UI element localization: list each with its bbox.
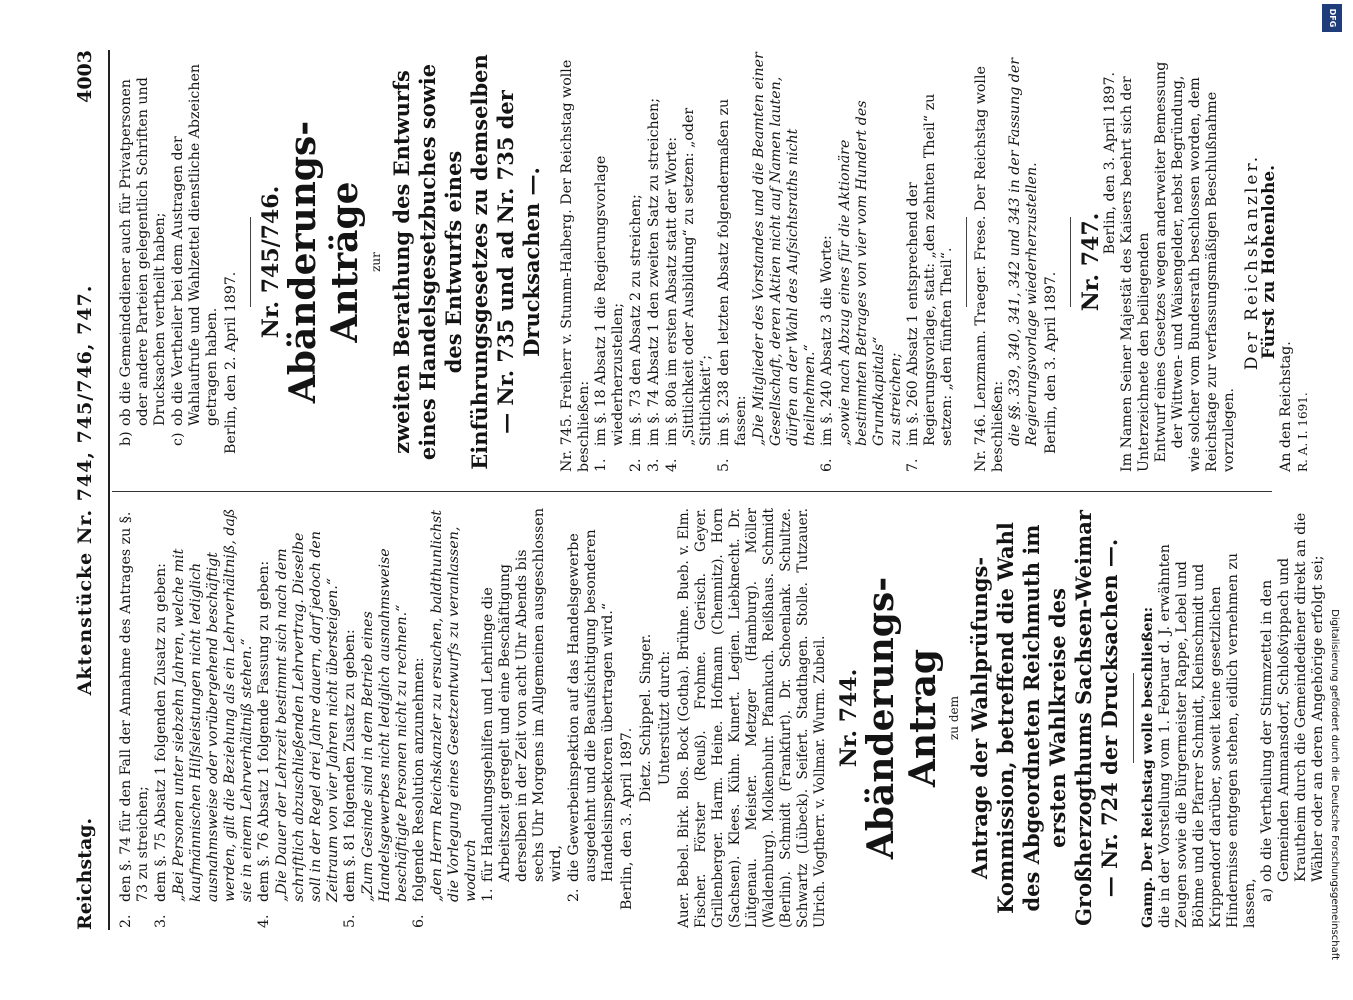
item-text: dem §. 81 folgenden Zusatz zu geben: <box>342 629 358 902</box>
item-text: folgende Resolution anzunehmen: <box>411 657 427 902</box>
item-text: ob die Vertheilung der Stimmzettel in den Gemeinden Ammansdorf, Schloßvippach und Krautheim durch die Gemeindediener direkt an die Wähler oder an deren Angehörige erfolgt sei; <box>1259 512 1326 882</box>
list-item <box>118 52 169 446</box>
item-number: 2. <box>566 888 582 902</box>
quote-76: „Die Dauer der Lehrzeit bestimmt sich nach dem schriftlich abzuschließenden Lehrvertrag. Dieselbe soll in der Regel drei Jahre dauern, darf jedoch den Zeitraum von vier Jahren nicht übersteigen.“ <box>274 531 341 902</box>
gamp-intro: Gamp. Der Reichstag wolle beschließen: <box>1140 606 1156 928</box>
date-line: Berlin, den 3. April 1897. <box>1043 271 1059 454</box>
item-number: a) <box>1259 888 1275 902</box>
item-text: ob die Gemeindediener auch für Privatpersonen oder andere Parteien gelegentlich Schriften und Drucksachen vertheilt haben; <box>118 77 168 426</box>
reference: R. A. I. 1691. <box>1296 392 1310 472</box>
text-747b: Entwurf eines Gesetzes wegen anderweiter Bemessung der Wittwen- und Waisengelder, nebst Begründung, <box>1153 61 1186 463</box>
item-text: dem §. 75 Absatz 1 folgenden Zusatz zu geben: <box>153 563 169 902</box>
list-item <box>170 52 221 446</box>
list-item <box>411 508 428 928</box>
item-number: 6. <box>411 914 427 928</box>
section-rule <box>250 217 251 307</box>
quote-240: „sowie nach Abzug eines für die Aktionäre bestimmten Betrages von vier vom Hundert des Grundkapitals“ <box>837 100 887 446</box>
item-number: 4. <box>664 458 680 472</box>
supporters-list: Auer. Bebel. Birk. Blos. Bock (Gotha). Brühne. Bueb. v. Elm. Fischer. Förster (Reuß). Frohme. Gerisch. Geyer. Grillenberger. Harm. Heine. Hofmann (Chemnitz). Horn (Sachsen). Klees. Kühn. Kunert. Legien. Liebknecht. Dr. Lütgenau. Meister. Metzger (Hamburg). Möller (Waldenburg). Molkenbuhr. Pfannkuch. Reißhaus. Schmidt (Berlin). Schmidt (Frankfurt). Dr. Schoenlank. Schultze. Schwartz (Lübeck). Seifert. Stadthagen. Stolle. Tutzauer. Ulrich. Vogtherr. v. Vollmar. Wurm. Zubeil. <box>676 508 828 928</box>
item-number: 3. <box>153 914 169 928</box>
page-number: 4003 <box>74 50 96 103</box>
date-line: Berlin, den 3. April 1897. <box>1102 72 1118 255</box>
item-number: c) <box>170 432 186 446</box>
intro-745: Nr. 745. Freiherr v. Stumm-Halberg. Der Reichstag wolle beschließen: <box>559 59 592 472</box>
item-text: im §. 238 den letzten Absatz folgendermaßen zu fassen: <box>716 98 749 446</box>
date-line: Berlin, den 2. April 1897. <box>223 271 239 454</box>
list-item <box>342 508 359 928</box>
column-left <box>118 508 1328 928</box>
item-number: 2. <box>118 914 134 928</box>
list-item <box>905 52 956 472</box>
dfg-logo: DFG <box>1322 4 1342 32</box>
gamp-text: die in der Vorstellung vom 1. Februar d. J. erwähnten Zeugen sowie die Bürgermeister Rappe, Lebel und Böhme und die Pfarrer Schmidt, Kleinschmidt und Krippendorf darüber, soweit keine gesetzlichen Hindernisse entgegen stehen, eidlich vernehmen zu lassen, <box>1157 544 1258 928</box>
list-item <box>256 508 273 928</box>
item-text: im §. 260 Absatz 1 entsprechend der Regierungsvorlage, statt: „den zehnten Theil“ zu setzen: „den fünften Theil“. <box>905 93 955 446</box>
list-item <box>593 52 627 472</box>
list-item <box>664 52 715 472</box>
section-number-747: Nr. 747. <box>1078 212 1104 312</box>
item-number: 1. <box>480 888 496 902</box>
list-item <box>153 508 170 928</box>
zu-streichen: zu streichen; <box>888 352 904 446</box>
section-rule <box>1070 217 1071 307</box>
support-label: Unterstützt durch: <box>657 650 673 786</box>
addressee: An den Reichstag. <box>1278 341 1294 472</box>
item-text: ob die Vertheiler bei dem Austragen der Wahlaufrufe und Wahlzettel dienstliche Abzeichen getragen haben. <box>170 63 220 426</box>
header-rule <box>108 50 110 930</box>
item-number: 5. <box>342 914 358 928</box>
item-text: die Gewerbeinspektion auf das Handelsgewerbe ausgedehnt und die Beaufsichtigung besonderen Handelsinspektoren übertragen wird.“ <box>566 529 616 882</box>
intro-746: Nr. 746. Lenzmann. Traeger. Frese. Der Reichstag wolle beschließen: <box>973 66 1006 472</box>
header-left: Reichstag. <box>74 817 96 930</box>
quote-238: „Die Mitglieder des Vorstandes und die Beamten einer Gesellschaft, deren Aktien nicht auf Namen lauten, dürfen an der Wahl des Aufsichtsraths nicht theilnehmen.“ <box>751 52 818 446</box>
item-number: 4. <box>256 914 272 928</box>
zur: zur <box>369 252 383 272</box>
section-title-744: Abänderungs-Antrag <box>860 576 944 860</box>
item-number: b) <box>118 431 134 446</box>
date-line: Berlin, den 3. April 1897. <box>619 727 635 910</box>
list-item <box>716 52 750 472</box>
item-text: den §. 74 für den Fall der Annahme des Antrages zu §. 73 zu streichen; <box>118 511 151 902</box>
signer-name: Fürst zu Hohenlohe. <box>1259 164 1279 360</box>
list-item <box>566 508 617 902</box>
item-text: im §. 240 Absatz 3 die Worte: <box>819 235 835 446</box>
header-center: Aktenstücke Nr. 744, 745/746, 747. <box>74 284 96 696</box>
quote-75: „Bei Personen unter siebzehn Jahren, welche mit kaufmännischen Hilfsleistungen nicht lediglich ausnahmsweise oder vorübergehend beschäftigt werden, gilt die Beziehung als ein Lehrverhältniß, daß sie in einem Lehrverhältniß stehen.“ <box>171 508 255 902</box>
item-number: 5. <box>716 458 732 472</box>
item-number: 1. <box>593 458 609 472</box>
item-text: im §. 74 Absatz 1 den zweiten Satz zu streichen; <box>646 98 662 446</box>
section-title-745: Abänderungs-Anträge <box>282 120 366 404</box>
signer-title: Der Reichskanzler. <box>1242 153 1262 371</box>
section-number-744: Nr. 744. <box>836 668 862 768</box>
list-item <box>646 52 663 472</box>
list-item <box>628 52 645 472</box>
footer-text: Digitalisierung gefördert durch die Deutsche Forschungsgemeinschaft <box>1329 609 1340 960</box>
item-number: 6. <box>819 458 835 472</box>
item-text: im §. 18 Absatz 1 die Regierungsvorlage wiederherzustellen; <box>593 155 626 446</box>
quote-resolution: „den Herrn Reichskanzler zu ersuchen, baldthunlichst die Vorlegung eines Gesetzentwurfs zu veranlassen, wodurch <box>429 509 479 902</box>
section-rule <box>1133 673 1134 763</box>
column-right <box>118 52 1312 472</box>
text-746: die §§. 339, 340, 341, 342 und 343 in der Fassung der Regierungsvorlage wiederherzustellen. <box>1007 57 1040 446</box>
item-text: im §. 73 den Absatz 2 zu streichen; <box>628 194 644 446</box>
list-item <box>480 508 565 902</box>
list-item <box>118 508 152 928</box>
signers: Dietz. Schippel. Singer. <box>638 633 654 803</box>
zu-dem: zu dem <box>947 695 961 741</box>
item-number: 2. <box>628 458 644 472</box>
item-number: 7. <box>905 458 921 472</box>
item-text: im §. 80a im ersten Absatz statt der Worte: „Sittlichkeit oder Ausbildung“ zu setzen: „oder Sittlichkeit“; <box>664 107 714 446</box>
digitization-footer <box>1310 0 1350 1000</box>
list-item <box>819 52 836 472</box>
running-header <box>66 50 106 930</box>
section-number-745: Nr. 745/746. <box>258 185 284 339</box>
text-747a: Im Namen Seiner Majestät des Kaisers beehrt sich der Unterzeichnete den beiliegenden <box>1119 76 1152 472</box>
quote-81: „Zum Gesinde sind in dem Betrieb eines Handelsgewerbes nicht lediglich ausnahmsweise beschäftigte Personen nicht zu rechnen.“ <box>360 548 410 902</box>
column-divider <box>112 491 1272 492</box>
section-subtitle-744: Antrage der Wahlprüfungs-Kommission, betreffend die Wahl des Abgeordneten Reichmuth im ersten Wahlkreise des Großherzogthums Sachsen-Weimar — Nr. 724 der Drucksachen —. <box>967 510 1122 926</box>
item-number: 3. <box>646 458 662 472</box>
item-text: dem §. 76 Absatz 1 folgende Fassung zu geben: <box>256 560 272 902</box>
item-text: für Handlungsgehilfen und Lehrlinge die Arbeitszeit geregelt und eine Beschäftigung derselben in der Zeit von acht Uhr Abends bis sechs Uhr Morgens im Allgemeinen ausgeschlossen wird, <box>480 508 564 882</box>
text-747c: wie solcher vom Bundesrath beschlossen worden, dem Reichstage zur verfassungsmäßigen Beschlußnahme vorzulegen. <box>1187 77 1237 472</box>
section-subtitle-745: zweiten Berathung des Entwurfs eines Handelsgesetzbuches sowie des Entwurfs eines Einführungsgesetzes zu demselben — Nr. 735 und ad Nr. 735 der Drucksachen —. <box>389 54 544 470</box>
section-rule <box>966 217 967 307</box>
